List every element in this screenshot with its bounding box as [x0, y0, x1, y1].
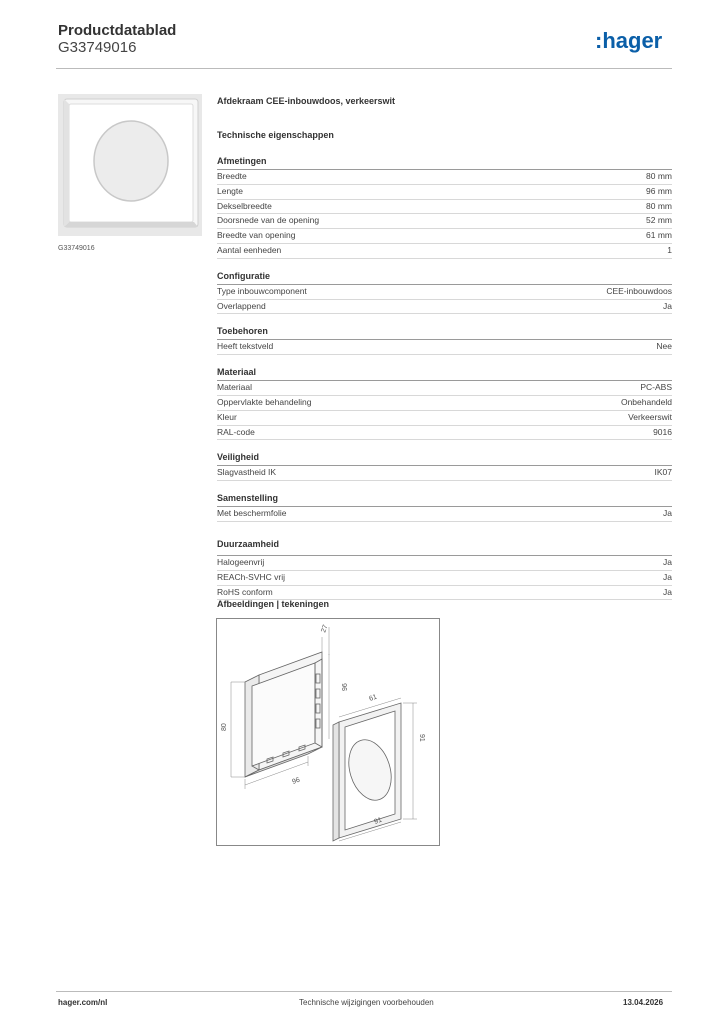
spec-row — [217, 411, 672, 426]
spec-label: Met beschermfolie — [217, 508, 287, 519]
spec-value: 80 mm — [646, 200, 672, 211]
hager-logo — [595, 28, 675, 56]
spec-value: IK07 — [654, 467, 672, 478]
footer-divider — [56, 991, 672, 992]
spec-label: Breedte — [217, 171, 247, 181]
spec-value: 61 mm — [646, 230, 672, 241]
spec-value: Nee — [656, 341, 672, 352]
footer-date: 13.04.2026 — [623, 998, 664, 1007]
spec-section — [217, 493, 672, 522]
section-title: Veiligheid — [217, 452, 672, 466]
dim-61: 61 — [368, 693, 379, 703]
spec-row — [217, 214, 672, 229]
spec-value: 80 mm — [646, 171, 672, 181]
spec-value: 96 mm — [646, 185, 672, 196]
spec-label: Overlappend — [217, 300, 266, 311]
spec-row — [217, 300, 672, 315]
spec-row — [217, 571, 672, 586]
spec-value: Ja — [663, 556, 672, 567]
spec-row — [217, 285, 672, 300]
spec-label: Aantal eenheden — [217, 244, 282, 255]
hager-logo-text: :hager — [595, 28, 663, 53]
spec-label: Lengte — [217, 185, 243, 196]
spec-label: Materiaal — [217, 382, 252, 393]
spec-label: Type inbouwcomponent — [217, 285, 307, 296]
spec-label: RoHS conform — [217, 586, 273, 597]
spec-row — [217, 556, 672, 571]
spec-value: 9016 — [653, 426, 672, 437]
technical-properties-title: Technische eigenschappen — [217, 130, 334, 140]
spec-label: Doorsnede van de opening — [217, 215, 320, 226]
spec-value: CEE-inbouwdoos — [606, 285, 672, 296]
photo-caption: G33749016 — [58, 245, 95, 252]
spec-row — [217, 244, 672, 259]
spec-row — [217, 340, 672, 355]
spec-value: Ja — [663, 508, 672, 519]
images-title: Afbeeldingen | tekeningen — [217, 599, 330, 609]
spec-value: PC-ABS — [640, 382, 672, 393]
spec-label: Kleur — [217, 411, 237, 422]
spec-section — [217, 156, 672, 259]
spec-sections — [217, 156, 672, 600]
spec-label: RAL-code — [217, 426, 255, 437]
section-title: Samenstelling — [217, 493, 672, 507]
document-title: Productdatablad — [58, 22, 177, 39]
spec-section — [217, 452, 672, 481]
footer-disclaimer: Technische wijzigingen voorbehouden — [299, 998, 434, 1007]
spec-value: Onbehandeld — [620, 396, 672, 407]
dim-27: 27 — [320, 623, 330, 634]
spec-value: Ja — [663, 300, 672, 311]
spec-section — [217, 367, 672, 440]
spec-content — [217, 96, 672, 600]
spec-row — [217, 200, 672, 215]
spec-row — [217, 185, 672, 200]
spec-value: 1 — [667, 244, 672, 255]
spec-label: REACh-SVHC vrij — [217, 571, 286, 582]
spec-row — [217, 426, 672, 441]
dim-80: 80 — [221, 723, 228, 731]
section-title: Materiaal — [217, 367, 672, 381]
spec-value: 52 mm — [646, 215, 672, 226]
product-photo — [58, 94, 202, 236]
section-title: Duurzaamheid — [217, 539, 672, 556]
section-title: Toebehoren — [217, 326, 672, 340]
spec-row — [217, 396, 672, 411]
dim-96-vertical: 96 — [342, 683, 349, 691]
spec-value: Ja — [663, 586, 672, 597]
dim-91-horizontal: 91 — [373, 816, 384, 826]
technical-drawing — [216, 618, 440, 846]
product-title: Afdekraam CEE-inbouwdoos, verkeerswit — [217, 96, 396, 106]
section-title: Configuratie — [217, 271, 672, 285]
spec-row — [217, 507, 672, 522]
spec-row — [217, 466, 672, 481]
spec-section — [217, 271, 672, 315]
spec-section — [217, 326, 672, 355]
footer-website: hager.com/nl — [58, 998, 108, 1007]
spec-label: Halogeenvrij — [217, 556, 265, 567]
spec-row — [217, 229, 672, 244]
spec-label: Slagvastheid IK — [217, 467, 277, 478]
spec-label: Heeft tekstveld — [217, 341, 274, 352]
dim-91-vertical: 91 — [418, 734, 425, 742]
product-code: G33749016 — [58, 39, 137, 56]
spec-label: Breedte van opening — [217, 230, 296, 241]
spec-value: Ja — [663, 571, 672, 582]
spec-section — [217, 539, 672, 600]
spec-row — [217, 381, 672, 396]
dim-96-horizontal: 96 — [291, 776, 302, 786]
header-divider — [56, 68, 672, 69]
spec-value: Verkeerswit — [628, 411, 672, 422]
section-title: Afmetingen — [217, 156, 672, 170]
spec-label: Dekselbreedte — [217, 200, 272, 211]
frame-photo-image — [58, 94, 202, 236]
spec-row — [217, 170, 672, 185]
spec-label: Oppervlakte behandeling — [217, 396, 312, 407]
dimension-drawing — [217, 619, 439, 845]
